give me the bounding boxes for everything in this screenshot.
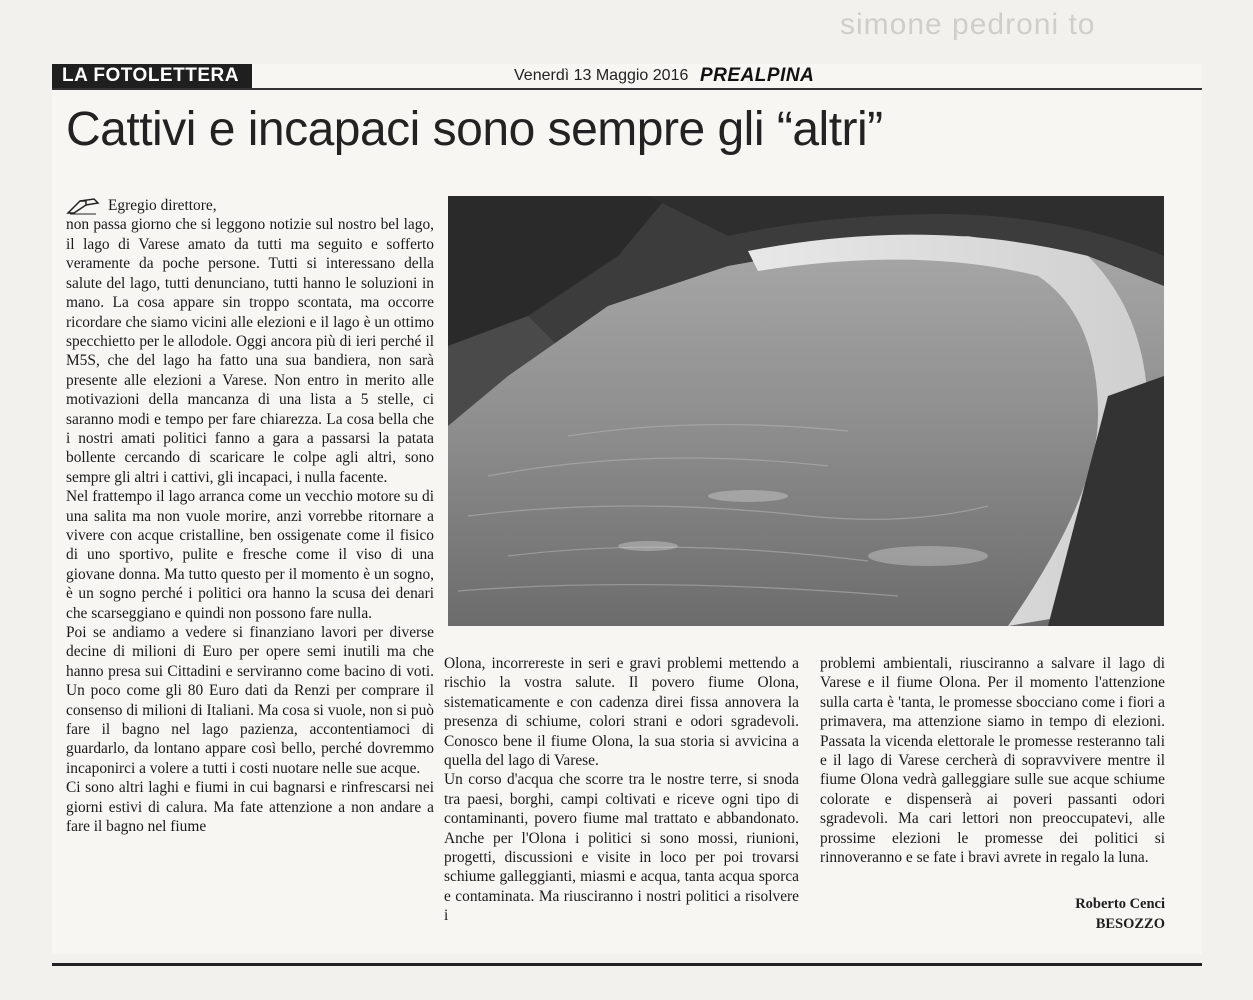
newspaper-logo: PREALPINA <box>700 65 815 86</box>
paragraph: non passa giorno che si leggono notizie sul nostro bel lago, il lago di Varese amato da tutti ma seguito e sofferto veramente da poche persone. Tutti si interessano della salute del lago, tutti denunciano, tutti hanno le soluzioni in mano. La cosa appare sin troppo scontata, ma occorre ricordare che siamo vicini alle elezioni e il lago è un ottimo specchietto per le allodole. Oggi ancora più di ieri perché il M5S, che del lago ha fatto una sua bandiera, non sarà presente alle elezioni a Varese. Non entro in merito alle motivazioni della mancanza di una lista a 5 stelle, ci saranno modi e tempo per fare chiarezza. La cosa bella che i nostri amati politici fanno a gara a passarsi la patata bollente cercando di scaricare le colpe agli altri, sono sempre gli altri i cattivi, gli incapaci, i nulla facente. <box>66 216 434 486</box>
letter-column-b <box>444 654 799 926</box>
footer-rule <box>52 963 1202 966</box>
bleed-through-text: simone pedroni to <box>840 8 1096 41</box>
header-rule <box>52 88 1202 90</box>
letter-column-c <box>820 654 1165 867</box>
paragraph: Poi se andiamo a vedere si finanziano lavori per diverse decine di milioni di Euro per opere semi inutili ma che hanno presa sui Cittadini e serviranno come bacino di voti. Un poco come gli 80 Euro dati da Renzi per comprare il consenso di milioni di Italiani. Ma cosa si vuole, non si può fare il bagno nel lago pazienza, accontentiamoci di guardarlo, da lontano appare così bello, perché dovremmo incaponirci a volere a tutti i costi nuotare nelle sue acque. <box>66 624 434 777</box>
newspaper-clipping <box>52 64 1202 954</box>
paragraph: problemi ambientali, riusciranno a salvare il lago di Varese e il fiume Olona. Per il momento l'attenzione sulla carta è 'tanta, le promesse sbocciano come i fiori a primavera, ma attenzione siamo in tempo di elezioni. Passata la vicenda elettorale le promesse resteranno tali e il lago di Varese cercherà di sopravvivere mentre il fiume Olona vedrà galleggiare sulle sue acque schiume colorate e dispenserà ai poveri passanti odori sgradevoli. Ma cari lettori non preoccupatevi, alle prossime elezioni le promesse dei politici si rinnoveranno e se fate i bravi avrete in regalo la luna. <box>820 655 1165 867</box>
paragraph: Un corso d'acqua che scorre tra le nostre terre, si snoda tra paesi, borghi, campi coltivati e riceve ogni tipo di contaminanti, povero fiume mal trattato e abbandonato. Anche per l'Olona i politici si sono mossi, riunioni, progetti, discussioni e visite in loco per poi trovarsi schiume galleggianti, miasmi e acqua, tanta acqua sporca e contaminata. Ma riusciranno i nostri politici a risolvere i <box>444 771 799 925</box>
salutation-text: Egregio direttore, <box>108 197 217 214</box>
paragraph: Ci sono altri laghi e fiumi in cui bagnarsi e rinfrescarsi nei giorni estivi di calura. Ma fate attenzione a non andare a fare il bagno nel fiume <box>66 779 434 836</box>
river-photo-illustration <box>448 196 1164 626</box>
publication-date: Venerdì 13 Maggio 2016 <box>514 67 689 84</box>
pen-writing-icon <box>66 197 100 215</box>
river-weir-photo <box>448 196 1164 626</box>
section-tag: LA FOTOLETTERA <box>52 64 252 88</box>
signature <box>1075 894 1165 934</box>
paragraph: Nel frattempo il lago arranca come un vecchio motore su di una salita ma non vuole morire, anzi vorrebbe ritornare a vivere con acque cristalline, ben ossigenate come il fisico di uno sportivo, pulite e fresche come il viso di una giovane donna. Ma tutto questo per il momento è un sogno, è un sogno perché i politici ora hanno la scusa dei denari che scarseggiano e quindi non possono fare nulla. <box>66 488 434 622</box>
paragraph: Olona, incorrereste in seri e gravi problemi mettendo a rischio la vostra salute. Il povero fiume Olona, sistematicamente e con cadenza direi fissa annovera la presenza di schiume, colori strani e odori sgradevoli. Conosco bene il fiume Olona, la sua storia si avvicina a quella del lago di Varese. <box>444 655 799 770</box>
headline: Cattivi e incapaci sono sempre gli “altri” <box>66 103 883 156</box>
letter-column-a <box>66 196 434 836</box>
author-town: BESOZZO <box>1095 916 1165 932</box>
salutation <box>66 196 434 215</box>
author-name: Roberto Cenci <box>1075 896 1165 912</box>
